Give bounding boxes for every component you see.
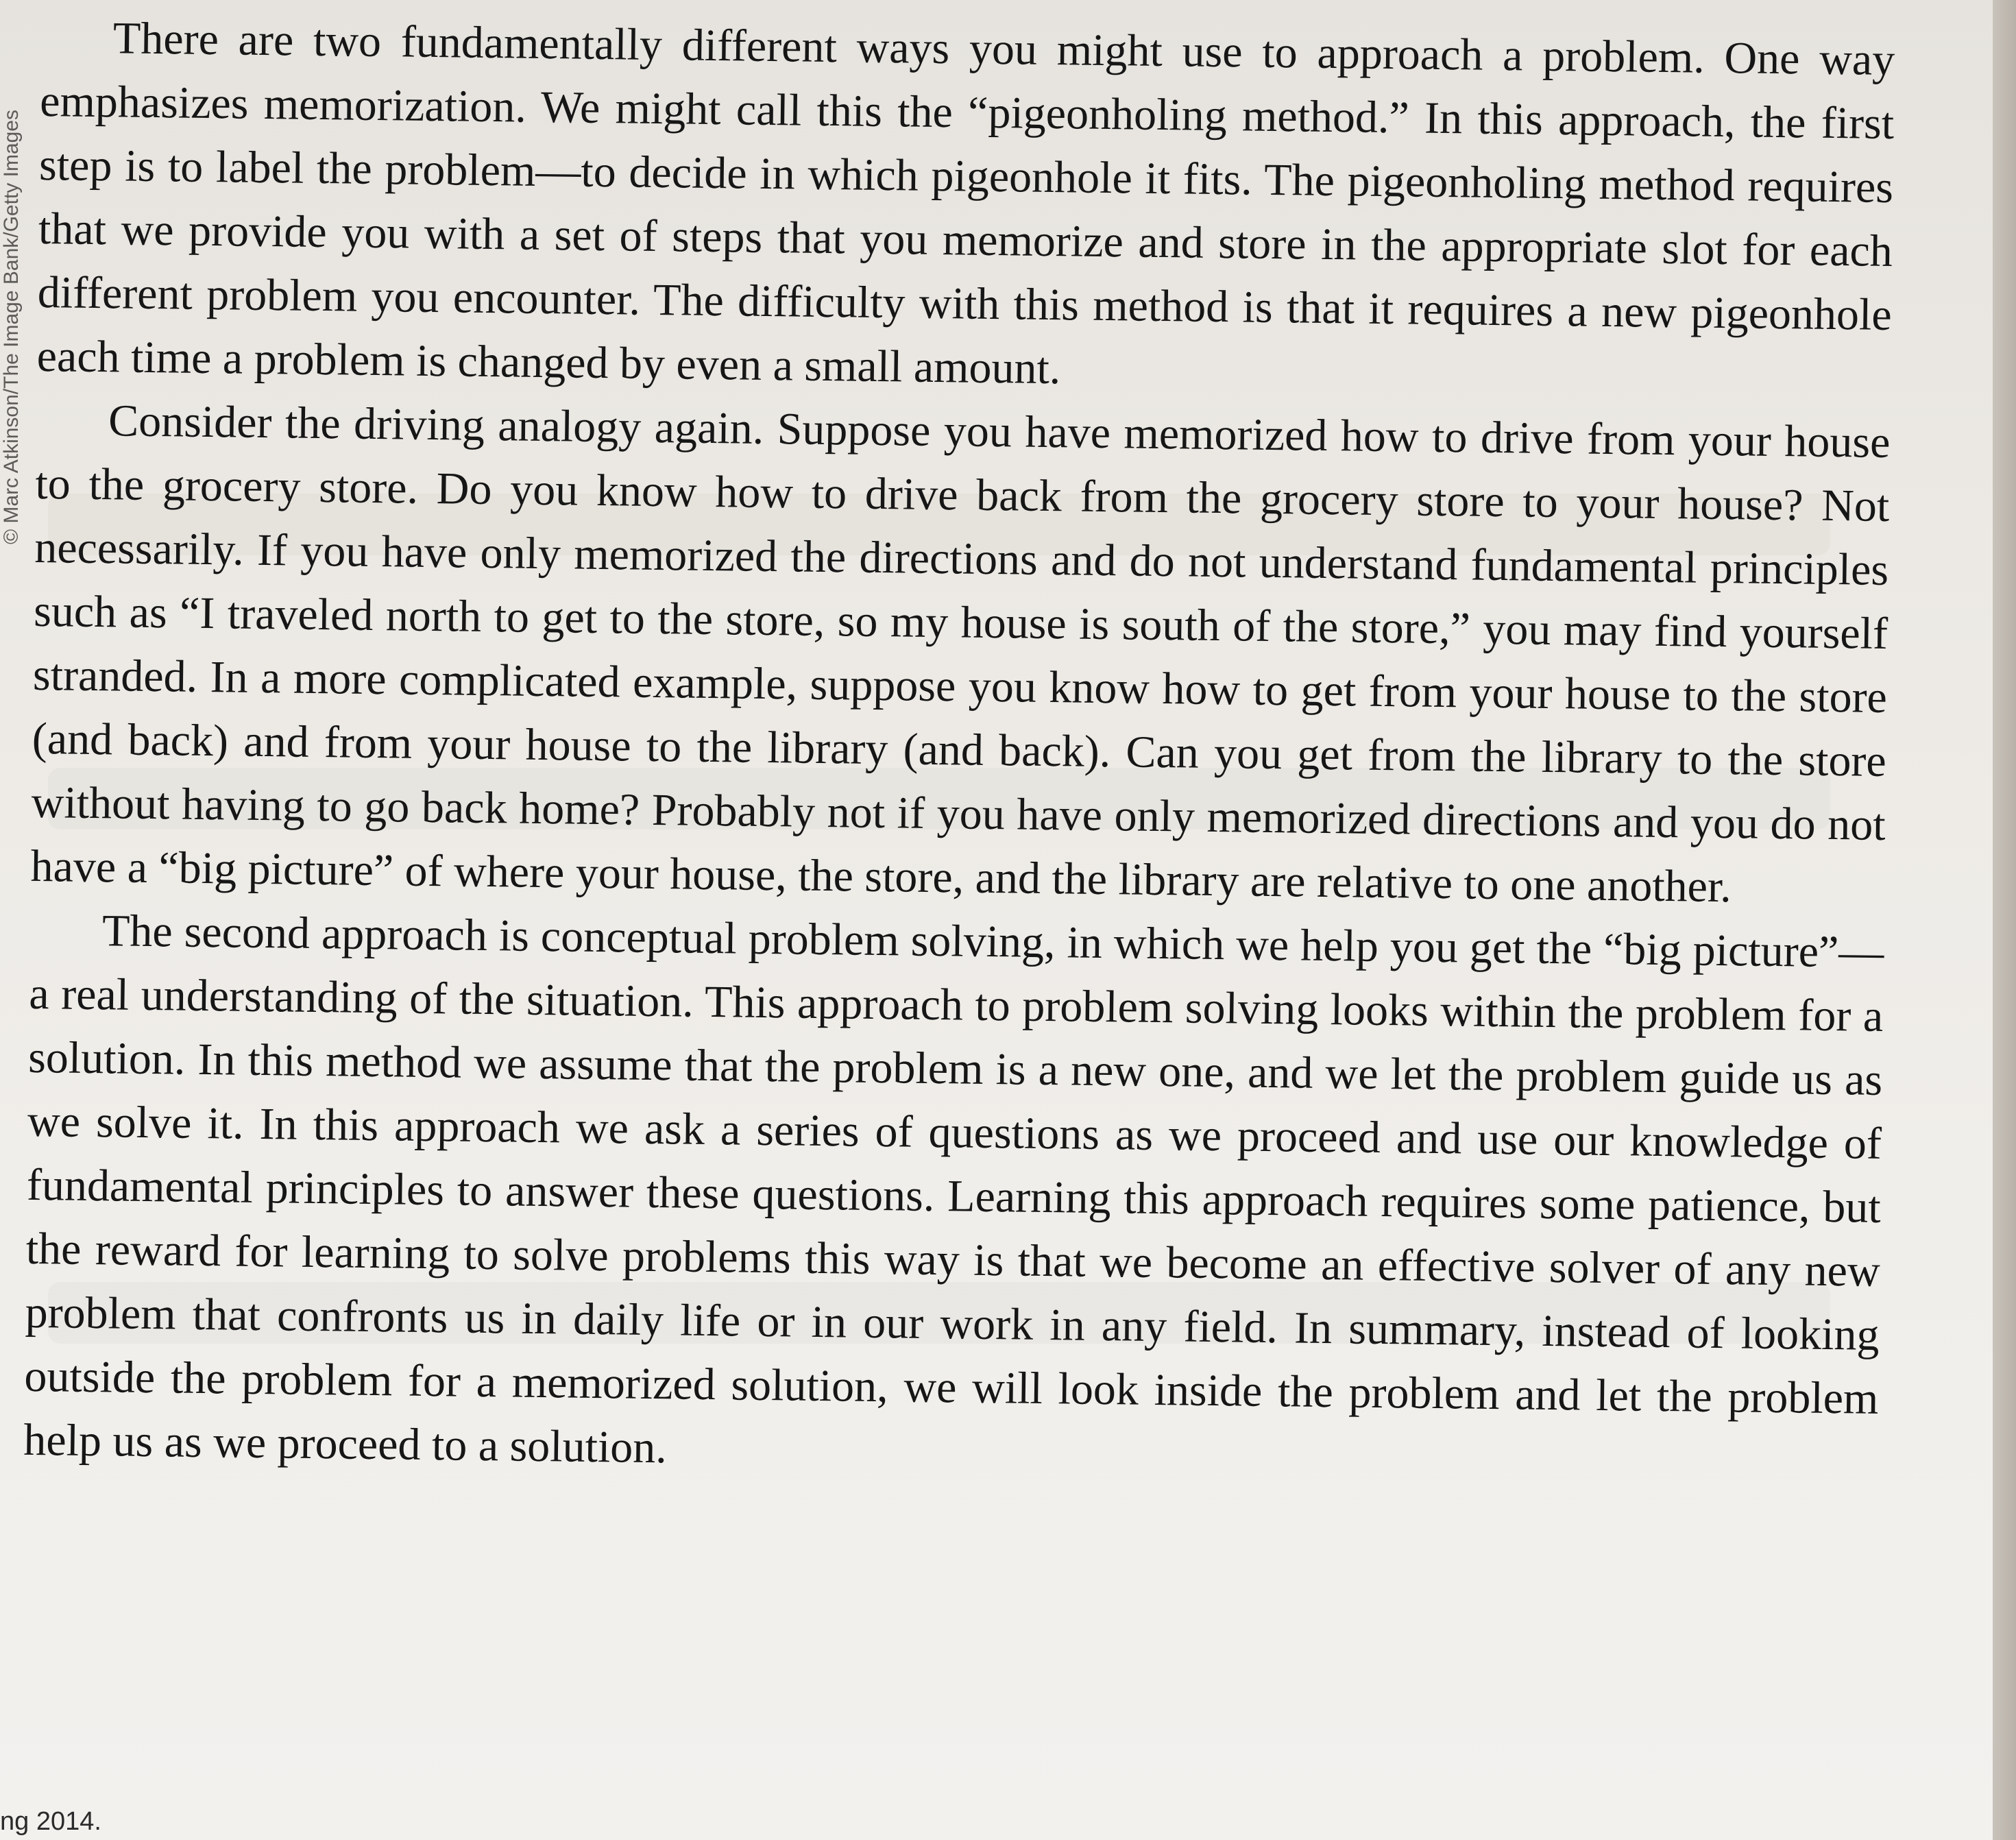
photo-credit: © Marc Atkinson/The Image Bank/Getty Images: [0, 110, 23, 545]
paragraph-pigeonholing: There are two fundamentally different ways you might use to approach a problem. One way emphasizes memorization. We might call this the “pigeonholing method.” In this approach, the first step is to label the problem—to decide in which pigeonhole it fits. The pigeonholing method requires that we provide you with a set of steps that you memorize and store in the appropriate slot for each different problem you encounter. The difficulty with this method is that it requires a new pigeonhole each time a problem is changed by even a small amount.: [36, 13, 1895, 394]
copyright-fragment: ng 2014.: [0, 1807, 101, 1836]
page-edge: [1993, 0, 2016, 1840]
body-text: [20, 5, 1895, 1769]
paragraph-conceptual-solving: The second approach is conceptual problem solving, in which we help you get the “big picture”—a real understanding of the situation. This approach to problem solving looks within the problem for a solution. In this method we assume that the problem is a new one, and we let the problem guide us as we solve it. In this approach we ask a series of questions as we proceed and use our knowledge of fundamental principles to answer these questions. Learning this approach requires some patience, but the reward for learning to solve problems this way is that we become an effective solver of any new problem that confronts us in daily life or in our work in any field. In summary, instead of looking outside the problem for a memorized solution, we will look inside the problem and let the problem help us as we proceed to a solution.: [23, 906, 1884, 1473]
paragraph-driving-analogy: Consider the driving analogy again. Suppose you have memorized how to drive from your house to the grocery store. Do you know how to drive back from the grocery store to your house? Not necessarily. If you have only memorized the directions and do not understand fundamental principles such as “I traveled north to get to the store, so my house is south of the store,” you may find yourself stranded. In a more complicated example, suppose you know how to get from your house to the store (and back) and from your house to the library (and back). Can you get from the library to the store without having to go back home? Probably not if you have only memorized directions and you do not have a “big picture” of where your house, the store, and the library are relative to one another.: [30, 396, 1891, 912]
